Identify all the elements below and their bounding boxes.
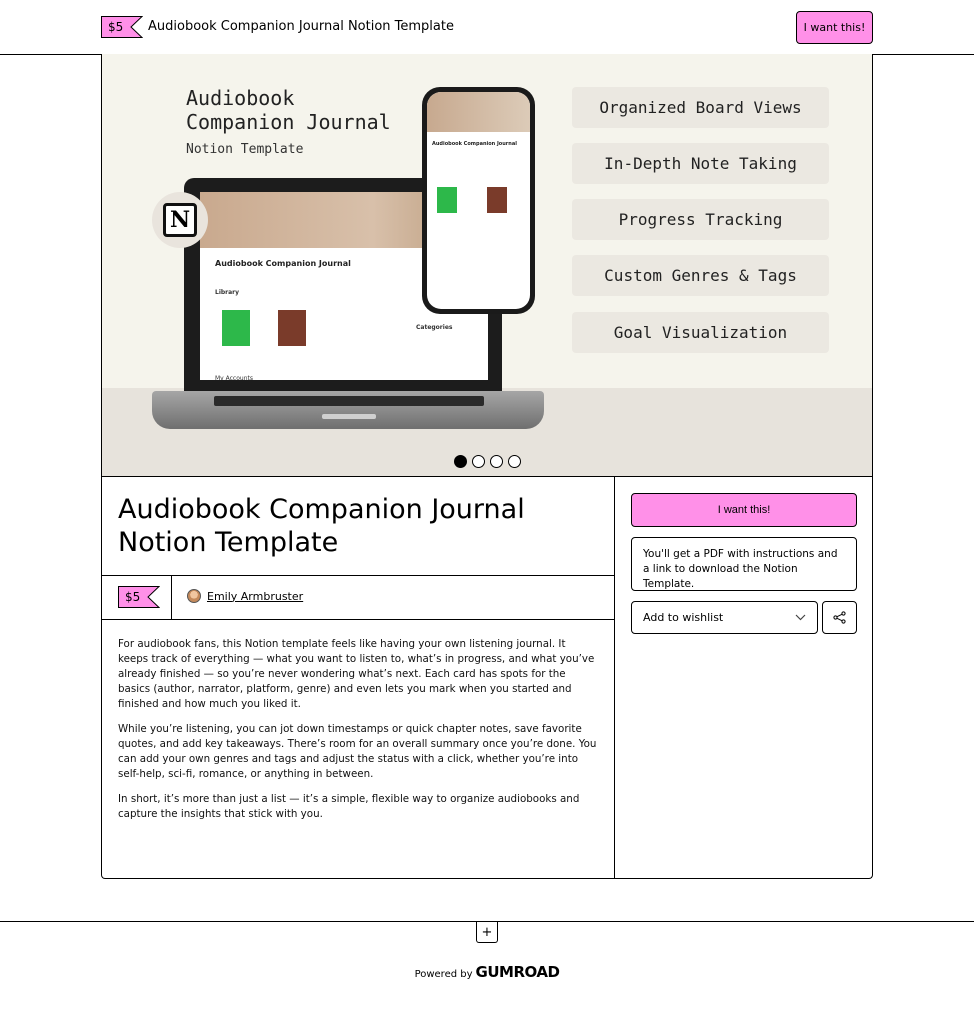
purchase-info-box: You'll get a PDF with instructions and a link to download the Notion Template. [631, 537, 857, 591]
product-meta-row [102, 575, 614, 620]
price-badge-label: $5 [101, 16, 129, 38]
phone-screen [427, 92, 530, 309]
hero-title: Audiobook Companion Journal [186, 86, 391, 134]
laptop-categories-label: Categories [416, 324, 453, 331]
carousel-dots [454, 455, 521, 468]
laptop-page-title: Audiobook Companion Journal [215, 259, 351, 268]
creator-link[interactable] [187, 589, 303, 603]
expand-button[interactable]: + [476, 922, 498, 943]
header-product-title: Audiobook Companion Journal Notion Template [148, 19, 454, 34]
price-cell [102, 576, 172, 619]
price-badge [101, 16, 143, 38]
feature-pill: Goal Visualization [572, 312, 829, 353]
top-bar [0, 0, 974, 55]
carousel-dot[interactable] [472, 455, 485, 468]
feature-pill: Progress Tracking [572, 199, 829, 240]
phone-page-title: Audiobook Companion Journal [432, 141, 517, 147]
book-cover-image [487, 187, 507, 213]
description-paragraph: In short, it’s more than just a list — it’s a simple, flexible way to organize audiobooks and capture the insights that stick with you. [118, 793, 580, 820]
carousel-dot[interactable] [490, 455, 503, 468]
phone-banner-image [427, 92, 530, 132]
price-badge [118, 586, 160, 608]
laptop-library-label: Library [215, 289, 240, 296]
feature-pill: Organized Board Views [572, 87, 829, 128]
product-description [118, 637, 598, 832]
gumroad-logo[interactable]: GUMROAD [475, 963, 560, 981]
notion-n-icon: N [163, 203, 197, 237]
share-button[interactable] [822, 601, 857, 634]
product-details [102, 477, 615, 878]
wishlist-label: Add to wishlist [643, 611, 724, 624]
laptop-accounts-label: My Accounts [215, 375, 253, 380]
powered-by-label: Powered by [414, 969, 473, 980]
price-badge-tail [146, 586, 160, 608]
avatar [187, 589, 201, 603]
price-badge-label: $5 [118, 586, 146, 608]
feature-pill: In-Depth Note Taking [572, 143, 829, 184]
laptop-trackpad [322, 414, 376, 419]
product-card [101, 54, 873, 879]
description-paragraph: For audiobook fans, this Notion template feels like having your own listening journal. It keeps track of everything — what you want to listen to, what’s in progress, and what you’ve already finished — so you’re never wondering what’s next. Each card has spots for the basics (author, narrator, platform, genre) and even lets you mark when you started and finished and how much you liked it. [118, 638, 595, 710]
buy-button[interactable]: I want this! [631, 493, 857, 527]
price-badge-tail [129, 16, 143, 38]
description-paragraph: While you’re listening, you can jot down timestamps or quick chapter notes, save favorite quotes, and add key takeaways. There’s room for an overall summary once you’re done. You can add your own genres and tags and adjust the status with a click, whether you’re into self-help, sci-fi, romance, or anything in between. [118, 723, 597, 780]
book-cover-image [278, 310, 306, 346]
carousel-dot[interactable] [454, 455, 467, 468]
chevron-down-icon [795, 614, 806, 621]
share-icon [833, 611, 846, 624]
product-preview-carousel[interactable] [102, 54, 872, 477]
book-cover-image [222, 310, 250, 346]
powered-by[interactable] [0, 963, 974, 981]
notion-logo [152, 192, 208, 248]
hero-subtitle: Notion Template [186, 142, 304, 157]
carousel-dot[interactable] [508, 455, 521, 468]
feature-pill: Custom Genres & Tags [572, 255, 829, 296]
laptop-keyboard [214, 396, 484, 406]
add-to-wishlist-select[interactable] [631, 601, 818, 634]
creator-name[interactable]: Emily Armbruster [207, 589, 304, 603]
book-cover-image [437, 187, 457, 213]
product-title: Audiobook Companion Journal Notion Template [118, 494, 525, 558]
header-buy-button[interactable]: I want this! [796, 11, 873, 44]
